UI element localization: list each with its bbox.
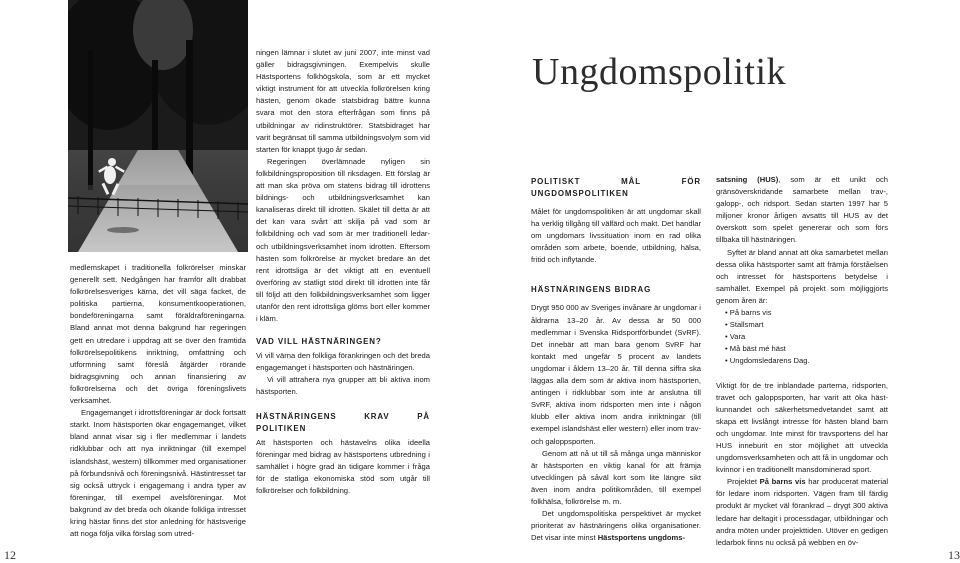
emphasis: På barns vis	[759, 477, 806, 487]
emphasis: satsning (HUS)	[716, 175, 779, 184]
project-list	[716, 307, 888, 367]
paragraph: medlemskapet i traditionella folkrörelser minskar generellt sett. Nedgången har framför allt drabbat folkrörelsesveriges kärna, det vill säga facket, de politiska partierna, konsumentkooperationen, bondeföreningarna samt föräldraföreningarna. Bland annat mot denna bakgrund har regeringen gett en utredare i uppdrag att se över den framtida folkrörelsepolitikens inriktning, omfattning och utformning samt föreslå åtgärder rörande bidragsgivning och annan finansiering av folkrörelserna och det övriga föreningslivets verksamhet.	[70, 263, 246, 406]
paragraph: Engagemanget i idrottsföreningar är dock fortsatt starkt. Inom hästsporten ökar engagemanget, vilket bland annat visar sig i fler medlemmar i landets ridklubbar och att nya inriktningar (till exempel islandshäst, western) tillkommer med organisationer på förbundsnivå och föreningsnivå. Hästintresset tar sig också uttryck i engagemang i andra typer av föreningar, till exempel avelsföreningar. Mot bakgrund av det breda och ökande folkliga intresset kring hästar finns det stor anledning för hästsverige att noga följa vilka förslag som utred-	[70, 408, 246, 539]
list-item: • Stallsmart	[725, 319, 888, 331]
left-column	[70, 262, 246, 540]
park-jumper-photo	[68, 0, 248, 252]
paragraph: Vi vill attrahera nya grupper att bli aktiva inom hästsporten.	[256, 375, 430, 397]
page-title: Ungdomspolitik	[532, 51, 787, 93]
section-heading: POLITISKT MÅL FÖR UNGDOMSPOLITIKEN	[531, 177, 701, 198]
list-item: • På barns vis	[725, 307, 888, 319]
paragraph: Vi vill värna den folkliga förankringen och det breda engagemanget i hästsporten och hästnäringen.	[256, 351, 430, 373]
paragraph: Syftet är bland annat att öka samarbetet mellan dessa olika hästsporter samt att främja förståelsen och intresset för hästsportens betydelse i samhället. Exempel på projekt som möjliggjorts genom åren är:	[716, 247, 888, 305]
list-item: • Ungdomsledarens Dag.	[725, 355, 888, 367]
paragraph: ningen lämnar i slutet av juni 2007, inte minst vad gäller bidragsgivningen. Exempelvis skulle Hästsportens folkhögskola, som är ett mycket viktigt instrument för att utveckla folkrörelsen kring hästen, genom ökade statsbidrag bättre kunna svara mot den stora efterfrågan som finns på utbildningar av ridinstruktörer. Statsbidraget har varit begränsat till samma utbildningsvolym som vid starten för knappt tjugo år sedan.	[256, 48, 430, 154]
paragraph-text: , som är ett unikt och gränsöverskridande samarbete mellan trav-, galopp-, och ridsport. Sedan starten 1997 har 5 miljoner kronor årligen avsatts till HUS av det överskott som spelet genererar och som förs tillbaka till hästnäringen.	[716, 175, 888, 245]
paragraph: Att hästsporten och hästavelns olika ideella föreningar med bidrag av hästsportens utbredning i samhället i högre grad än tidigare kommer i fråga för de statliga ekonomiska stöd som utgår till folkrörelser och folkbildning.	[256, 437, 430, 495]
section-heading: HÄSTNÄRINGENS KRAV PÅ POLITIKEN	[256, 411, 430, 433]
paragraph-text: Projektet	[727, 477, 760, 487]
right-column	[716, 174, 888, 549]
section-heading: VAD VILL HÄSTNÄRINGEN?	[256, 337, 382, 347]
paragraph: Regeringen överlämnade nyligen sin folkbildningsproposition till riksdagen. Ett förslag är att man ska pröva om statens bidrag till idrottens bildnings- och utbildningsverksamhet kan kanaliseras direkt till idrotten. Skälet till detta är att det kan vara svårt att skilja på vad som är folkbildning och vad som är mer traditionell ledar- och utbildningsverksamhet inom idrotten. Eftersom hästen som folkrörelse är mycket bredare än det rent idrottsliga är det viktigt att en eventuell överföring av statligt stöd direkt till idrotten inte får till följd att den folkbildningsverksamhet som ligger utanför den rent idrottsliga glöms bort eller kommer i kläm.	[256, 156, 430, 324]
paragraph	[716, 476, 888, 549]
center-left-column	[256, 47, 430, 497]
section-heading: HÄSTNÄRINGENS BIDRAG	[531, 285, 652, 295]
photo-park-jumper-icon	[68, 0, 248, 252]
center-right-column	[531, 176, 701, 544]
paragraph-text: har producerat material för ledare inom ridsporten. Vägen fram till färdig produkt är mycket väl förankrad – drygt 300 aktiva ledare har deltagit i processdagar, utbildningar och andra möten under projekttiden. Utöver en gedigen ledarbok finns nu också på webben en öv-	[716, 477, 888, 547]
paragraph: Målet för ungdomspolitiken är att ungdomar skall ha verklig tillgång till välfärd och makt. Det handlar om ungdomars livssituation inom en rad olika områden som arbete, boende, utbildning, hälsa, fritid och inflytande.	[531, 207, 701, 265]
list-item: • Vara	[725, 331, 888, 343]
list-item: • Må bäst mé häst	[725, 343, 888, 355]
paragraph-text: Det ungdomspolitiska perspektivet är mycket prioriterat av hästnäringens olika organisationer. Det visar inte minst	[531, 509, 701, 543]
paragraph: Viktigt för de tre inblandade parterna, ridsporten, travet och galoppsporten, har varit att öka hästkunnandet och säkerhetsmedvetandet samt att skapa ett livslångt intresse för hästen bland barn och ungdomar. Inte minst för travsportens del har HUS inneburit en stor möjlighet att utveckla ungdomsverksamheten och att få in ungdomar och kvinnor i en traditionellt mansdominerad sport.	[716, 380, 888, 475]
paragraph	[531, 508, 701, 544]
paragraph: Genom att nå ut till så många unga människor är hästsporten en viktig kanal för att främja utvecklingen på såväl kort som lite längre sikt även inom andra politikområden, till exempel folkhälsa, folkrörelse m. m.	[531, 448, 701, 506]
paragraph	[716, 174, 888, 247]
page-number-right: 13	[948, 548, 960, 562]
paragraph: Drygt 950 000 av Sveriges invånare är ungdomar i åldrarna 13–20 år. Av dessa är 50 000 medlemmar i Svenska Ridsportförbundet (SvRF). Det innebär att man bara genom SvRF har kontakt med ungefär 5 procent av landets ungdomar i åldern 13–20 år. Till denna siffra ska läggas alla dem som är aktiva inom hästsporten, antingen i ridklubbar som inte är anslutna till SvRF, aktiva inom ridsporten men inte i någon klubb eller aktiva inom andra inriktningar (till exempel islandshäst eller western) eller inom trav- och galoppsporten.	[531, 303, 701, 446]
emphasis: Hästsportens ungdoms-	[597, 533, 686, 543]
page-number-left: 12	[4, 548, 16, 562]
